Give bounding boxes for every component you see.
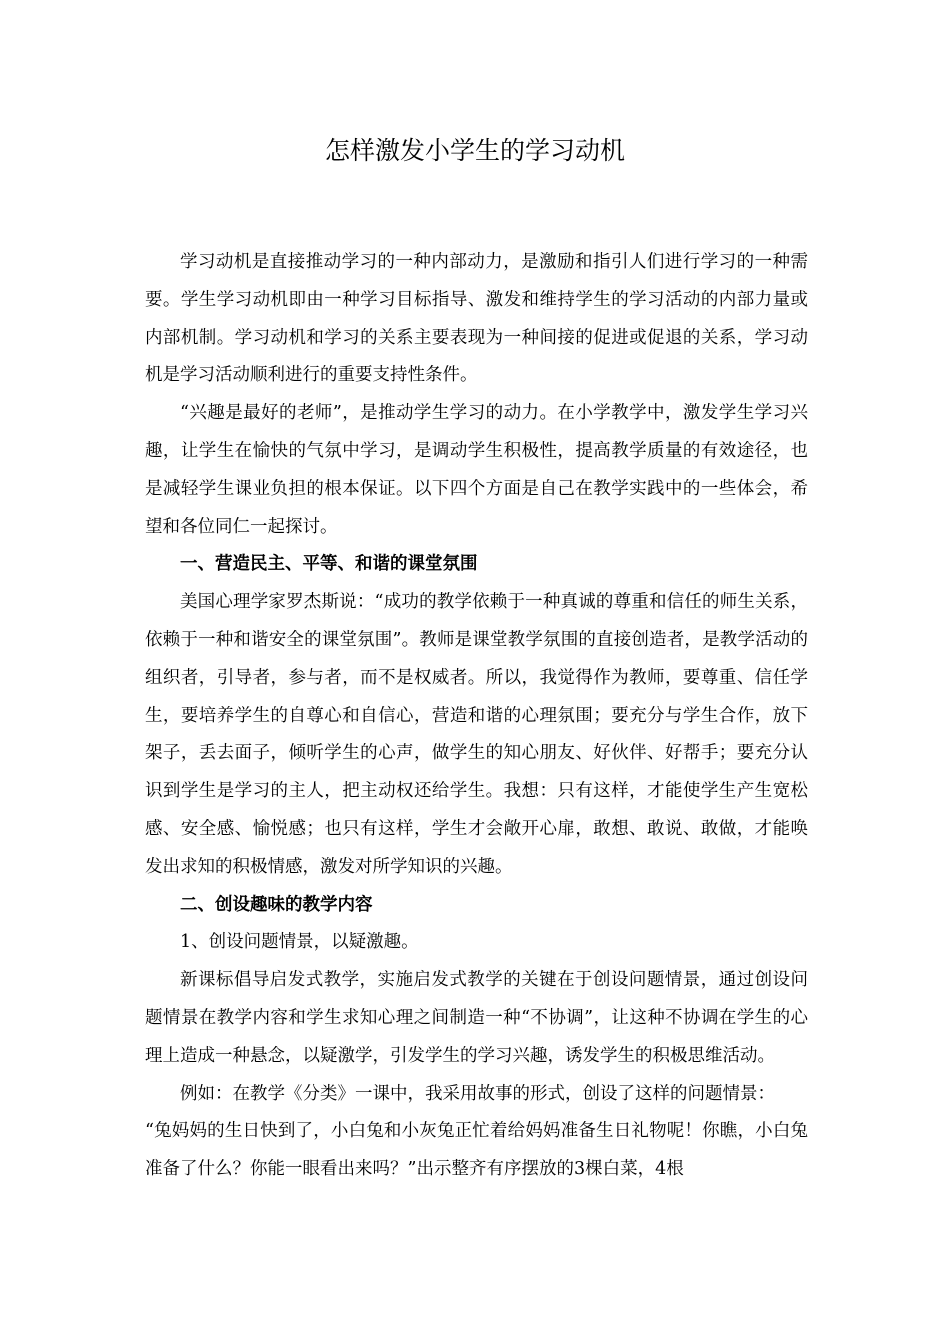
paragraph-intro: 学习动机是直接推动学习的一种内部动力，是激励和指引人们进行学习的一种需要。学生学习动机即由一种学习目标指导、激发和维持学生的学习活动的内部力量或内部机制。学习动机和学习的关系主要表现为一种间接的促进或促退的关系，学习动机是学习活动顺利进行的重要支持性条件。 [145,252,808,386]
subheading-1: 1、创设问题情景，以疑激趣。 [180,932,419,953]
section-heading-1: 一、营造民主、平等、和谐的课堂氛围 [180,554,478,575]
document-title: 怎样激发小学生的学习动机 [324,136,625,165]
section-heading-2: 二、创设趣味的教学内容 [180,894,373,915]
document-body [145,244,808,1189]
paragraph-example: 例如：在教学《分类》一课中，我采用故事的形式，创设了这样的问题情景： [180,1083,775,1104]
paragraph-interest: “兴趣是最好的老师”，是推动学生学习的动力。在小学教学中，激发学生学习兴趣，让学生在愉快的气氛中学习，是调动学生积极性，提高教学质量的有效途径，也是减轻学生课业负担的根本保证。以下四个方面是自己在教学实践中的一些体会，希望和各位同仁一起探讨。 [145,403,808,537]
paragraph-story: “兔妈妈的生日快到了，小白兔和小灰兔正忙着给妈妈准备生日礼物呢！你瞧，小白兔准备了什么？你能一眼看出来吗？”出示整齐有序摆放的3棵白菜，4根 [145,1121,808,1180]
paragraph-rogers: 美国心理学家罗杰斯说：“成功的教学依赖于一种真诚的尊重和信任的师生关系，依赖于一种和谐安全的课堂氛围”。教师是课堂教学氛围的直接创造者，是教学活动的组织者，引导者，参与者，而不是权威者。所以，我觉得作为教师，要尊重、信任学生，要培养学生的自尊心和自信心，营造和谐的心理氛围；要充分与学生合作，放下架子，丢去面子，倾听学生的心声，做学生的知心朋友、好伙伴、好帮手；要充分认识到学生是学习的主人，把主动权还给学生。我想：只有这样，才能使学生产生宽松感、安全感、愉悦感；也只有这样，学生才会敞开心扉，敢想、敢说、敢做，才能唤发出求知的积极情感，激发对所学知识的兴趣。 [145,592,808,877]
paragraph-heuristic: 新课标倡导启发式教学，实施启发式教学的关键在于创设问题情景，通过创设问题情景在教学内容和学生求知心理之间制造一种“不协调”，让这种不协调在学生的心理上造成一种悬念，以疑激学，引发学生的学习兴趣，诱发学生的积极思维活动。 [145,970,808,1066]
